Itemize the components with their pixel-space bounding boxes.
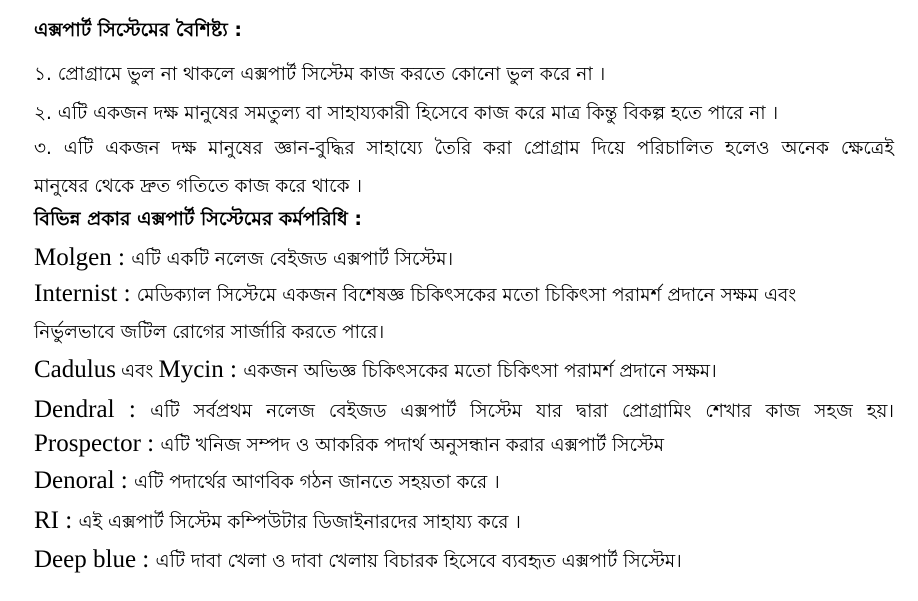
- system-description: মেডিক্যাল সিস্টেমে একজন বিশেষজ্ঞ চিকিৎসকের মতো চিকিৎসা পরামর্শ প্রদানে সক্ষম এবং: [136, 285, 797, 306]
- feature-item-3-continued: মানুষের থেকে দ্রুত গতিতে কাজ করে থাকে ।: [34, 176, 363, 197]
- system-description: এটি পদার্থের আণবিক গঠন জানতে সহয়তা করে ।: [133, 472, 500, 493]
- feature-item-3: ৩. এটি একজন দক্ষ মানুষের জ্ঞান-বুদ্ধির সাহায্যে তৈরি করা প্রোগ্রাম দিয়ে পরিচালিত হলেও অনেক ক্ষেত্রেই: [34, 138, 894, 159]
- separator: :: [140, 430, 161, 457]
- features-heading: এক্সপার্ট সিস্টেমের বৈশিষ্ট্য :: [34, 19, 242, 41]
- separator: :: [114, 396, 151, 423]
- separator: :: [114, 467, 134, 494]
- separator: :: [59, 507, 79, 534]
- system-internist: [34, 280, 796, 312]
- system-dendral: [34, 396, 894, 428]
- system-name-2: Mycin: [158, 356, 224, 383]
- separator: :: [111, 244, 132, 271]
- systems-heading: বিভিন্ন প্রকার এক্সপার্ট সিস্টেমের কর্মপরিধি :: [34, 208, 362, 230]
- system-description: এটি সর্বপ্রথম নলেজ বেইজড এক্সপার্ট সিস্টেম যার দ্বারা প্রোগ্রামিং শেখার কাজ সহজ হয়।: [150, 401, 894, 422]
- feature-item-1: ১. প্রোগ্রামে ভুল না থাকলে এক্সপার্ট সিস্টেম কাজ করতে কোনো ভুল করে না ।: [34, 64, 606, 85]
- feature-item-2: ২. এটি একজন দক্ষ মানুষের সমতুল্য বা সাহায্যকারী হিসেবে কাজ করে মাত্র কিন্তু বিকল্প হতে পারে না ।: [34, 103, 779, 124]
- system-name: Denoral: [34, 467, 115, 494]
- system-internist-continued: নির্ভুলভাবে জটিল রোগের সার্জারি করতে পারে।: [34, 322, 385, 343]
- system-cadulus-mycin: [34, 356, 717, 388]
- separator: :: [136, 546, 156, 573]
- system-description: এটি খনিজ সম্পদ ও আকরিক পদার্থ অনুসন্ধান করার এক্সপার্ট সিস্টেম: [160, 435, 665, 456]
- system-description: একজন অভিজ্ঞ চিকিৎসকের মতো চিকিৎসা পরামর্শ প্রদানে সক্ষম।: [243, 361, 717, 382]
- system-prospector: [34, 430, 664, 462]
- system-name: Prospector: [34, 430, 141, 457]
- system-description: এই এক্সপার্ট সিস্টেম কম্পিউটার ডিজাইনারদের সাহায্য করে ।: [78, 512, 521, 533]
- conjunction: এবং: [121, 361, 154, 382]
- system-name: Molgen: [34, 244, 112, 271]
- system-ri: [34, 507, 521, 539]
- system-molgen: [34, 244, 453, 276]
- separator: :: [117, 280, 137, 307]
- system-name: RI: [34, 507, 59, 534]
- system-name: Deep blue: [34, 546, 137, 573]
- system-name: Cadulus: [34, 356, 116, 383]
- separator: :: [223, 356, 244, 383]
- system-name: Internist: [34, 280, 118, 307]
- system-name: Dendral: [34, 396, 115, 423]
- system-description: এটি একটি নলেজ বেইজড এক্সপার্ট সিস্টেম।: [131, 249, 454, 270]
- system-denoral: [34, 467, 500, 499]
- system-deep-blue: [34, 546, 682, 578]
- system-description: এটি দাবা খেলা ও দাবা খেলায় বিচারক হিসেবে ব্যবহৃত এক্সপার্ট সিস্টেম।: [155, 551, 682, 572]
